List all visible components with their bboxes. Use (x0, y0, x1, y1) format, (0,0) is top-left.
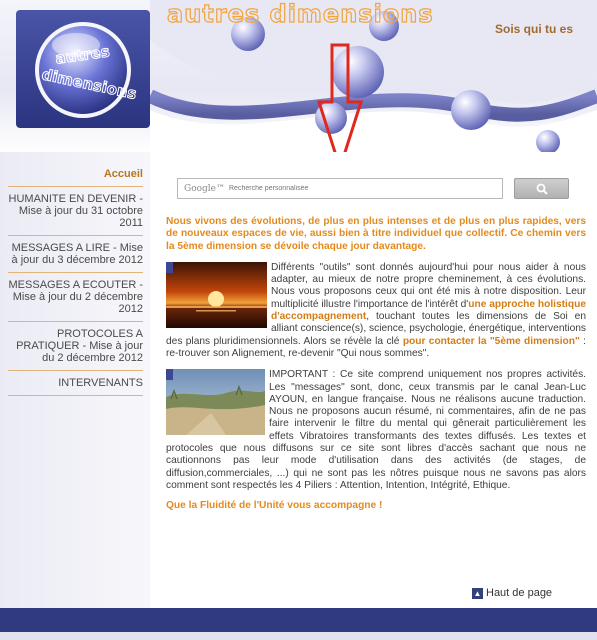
back-to-top-link[interactable] (472, 587, 552, 599)
content-block-important (166, 369, 586, 492)
footer-strip (0, 632, 597, 640)
tagline: Sois qui tu es (494, 22, 573, 36)
search-icon (536, 183, 548, 195)
arrow-up-icon: ▲ (473, 588, 482, 598)
site-title: autres dimensions (167, 0, 434, 28)
content-block-tools (166, 262, 586, 360)
sidebar-item-protocoles[interactable]: PROTOCOLES A PRATIQUER - Mise à jour du 2 décembre 2012 (8, 322, 143, 371)
sidebar-item-messages-lire[interactable]: MESSAGES A LIRE - Mise à jour du 3 décembre 2012 (8, 236, 143, 273)
sidebar-item-humanite[interactable]: HUMANITE EN DEVENIR - Mise à jour du 31 octobre 2011 (8, 187, 143, 236)
tools-text-1: Différents "outils" sont donnés aujourd'hui pour nous aider à nous adapter, au mieux de notre propre cheminement, à ces évolutions. Nous vous proposons ceux qui ont été mis à notre disposition. Leur multiplicité illustre l'importance de l'intérêt d' (271, 261, 586, 310)
back-to-top-label: Haut de page (486, 587, 553, 599)
tools-highlight-2: pour contacter la "5ème dimension" (402, 335, 580, 347)
sidebar-item-intervenants[interactable]: INTERVENANTS (8, 371, 143, 396)
closing-text: Que la Fluidité de l'Unité vous accompagne ! (166, 500, 383, 512)
site-logo[interactable] (16, 10, 150, 128)
footer-bar (0, 608, 597, 632)
bubble-decoration (451, 90, 491, 130)
bubble-decoration (332, 46, 384, 98)
search-button[interactable] (514, 178, 569, 199)
google-brand: Google™ (184, 183, 225, 194)
sunset-image (166, 262, 267, 332)
intro-paragraph: Nous vivons des évolutions, de plus en plus intenses et de plus en plus rapides, vers de nouveaux espaces de vie, aussi bien à titre individuel que collectif. Ce chemin vers la 5ème dimension se dévoile chaque jour davantage. (166, 216, 586, 252)
main-content (166, 216, 586, 513)
search-input[interactable] (229, 185, 489, 192)
sidebar-nav (8, 162, 143, 396)
tools-highlight-1: une approche holistique d'accompagnement (271, 298, 586, 323)
sidebar-item-accueil[interactable]: Accueil (8, 162, 143, 187)
logo-text-top: autres (54, 42, 111, 68)
dunes-image (166, 369, 265, 439)
search-box (177, 178, 503, 199)
logo-text-bottom: dimensions (40, 65, 139, 104)
important-text: IMPORTANT : Ce site comprend uniquement nos propres activités. Les "messages" sont, donc, ceux transmis par le canal Jean-Luc AYOUN, en langue française. Nous ne réalisons aucune traduction. Nous ne proposons aucun résumé, ni commentaires, afin de ne pas faire intervenir le filtre du mental qui gênerait particulièrement les effets Vibratoires transformants des textes diffusés. Les textes et protocoles que nous diffusons sur ce site sont libres d'accès sachant que nous ne cautionnons pas leur mode d'utilisation dans des activités (de stages, de diffusion,commerciales, ...) qui ne sont pas les nôtres puisque nous ne savons pas alors comment sont respectés les 4 Piliers : Attention, Intention, Intégrité, Ethique. (166, 369, 586, 491)
tools-text-2: , touchant toutes les dimensions de Soi en alliant conscience(s), science, psychologie, énergétique, interventions des plans pluridimensionnels. Alors se révèle la clé (166, 311, 586, 347)
tools-text-3: : re-trouver son Alignement, re-devenir "Qui nous sommes". (166, 335, 586, 359)
sidebar-item-messages-ecouter[interactable]: MESSAGES A ECOUTER - Mise à jour du 2 décembre 2012 (8, 273, 143, 322)
